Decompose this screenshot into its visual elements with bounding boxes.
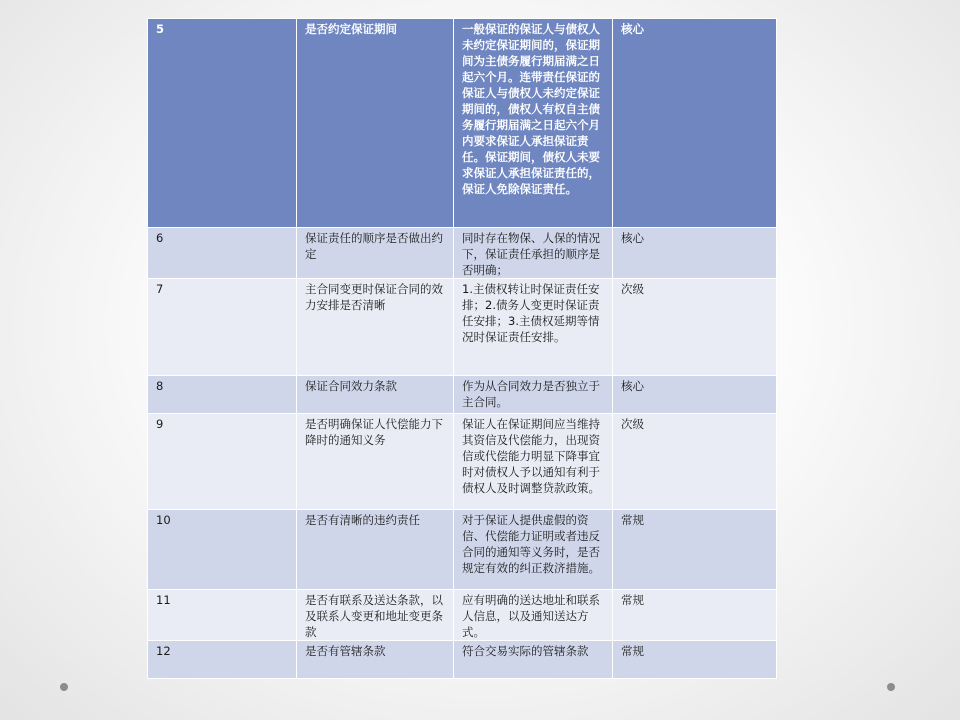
level-cell: 次级 <box>613 414 777 510</box>
level-cell: 核心 <box>613 376 777 414</box>
description-cell: 保证人在保证期间应当维持其资信及代偿能力，出现资信或代偿能力明显下降事宜时对债权人予以通知有利于债权人及时调整贷款政策。 <box>454 414 613 510</box>
row-number-cell: 6 <box>148 228 297 279</box>
table-row <box>148 279 777 376</box>
review-item-cell: 主合同变更时保证合同的效力安排是否清晰 <box>297 279 454 376</box>
review-item-cell: 是否有管辖条款 <box>297 641 454 679</box>
row-number-cell: 11 <box>148 590 297 641</box>
left-bullet-dot <box>60 683 68 691</box>
table-row <box>148 19 777 228</box>
contract-review-table <box>147 18 777 679</box>
review-item-cell: 是否有联系及送达条款，以及联系人变更和地址变更条款 <box>297 590 454 641</box>
level-cell: 核心 <box>613 228 777 279</box>
description-cell: 应有明确的送达地址和联系人信息，以及通知送达方式。 <box>454 590 613 641</box>
right-bullet-dot <box>887 683 895 691</box>
table-row <box>148 641 777 679</box>
row-number-cell: 9 <box>148 414 297 510</box>
row-number-cell: 5 <box>148 19 297 228</box>
review-item-cell: 是否有清晰的违约责任 <box>297 510 454 590</box>
table-row <box>148 376 777 414</box>
review-item-cell: 是否明确保证人代偿能力下降时的通知义务 <box>297 414 454 510</box>
level-cell: 常规 <box>613 590 777 641</box>
description-cell: 符合交易实际的管辖条款 <box>454 641 613 679</box>
level-cell: 常规 <box>613 510 777 590</box>
description-cell: 作为从合同效力是否独立于主合同。 <box>454 376 613 414</box>
row-number-cell: 12 <box>148 641 297 679</box>
description-cell: 同时存在物保、人保的情况下，保证责任承担的顺序是否明确； <box>454 228 613 279</box>
table-row <box>148 510 777 590</box>
review-item-cell: 保证合同效力条款 <box>297 376 454 414</box>
level-cell: 次级 <box>613 279 777 376</box>
row-number-cell: 10 <box>148 510 297 590</box>
table-row <box>148 590 777 641</box>
review-item-cell: 是否约定保证期间 <box>297 19 454 228</box>
row-number-cell: 8 <box>148 376 297 414</box>
level-cell: 常规 <box>613 641 777 679</box>
level-cell: 核心 <box>613 19 777 228</box>
description-cell: 1.主债权转让时保证责任安排；2.债务人变更时保证责任安排；3.主债权延期等情况时保证责任安排。 <box>454 279 613 376</box>
review-item-cell: 保证责任的顺序是否做出约定 <box>297 228 454 279</box>
description-cell: 对于保证人提供虚假的资信、代偿能力证明或者违反合同的通知等义务时，是否规定有效的纠正救济措施。 <box>454 510 613 590</box>
description-cell: 一般保证的保证人与债权人未约定保证期间的，保证期间为主债务履行期届满之日起六个月。连带责任保证的保证人与债权人未约定保证期间的，债权人有权自主债务履行期届满之日起六个月内要求保证人承担保证责任。保证期间，债权人未要求保证人承担保证责任的，保证人免除保证责任。 <box>454 19 613 228</box>
table-row <box>148 228 777 279</box>
row-number-cell: 7 <box>148 279 297 376</box>
table-row <box>148 414 777 510</box>
